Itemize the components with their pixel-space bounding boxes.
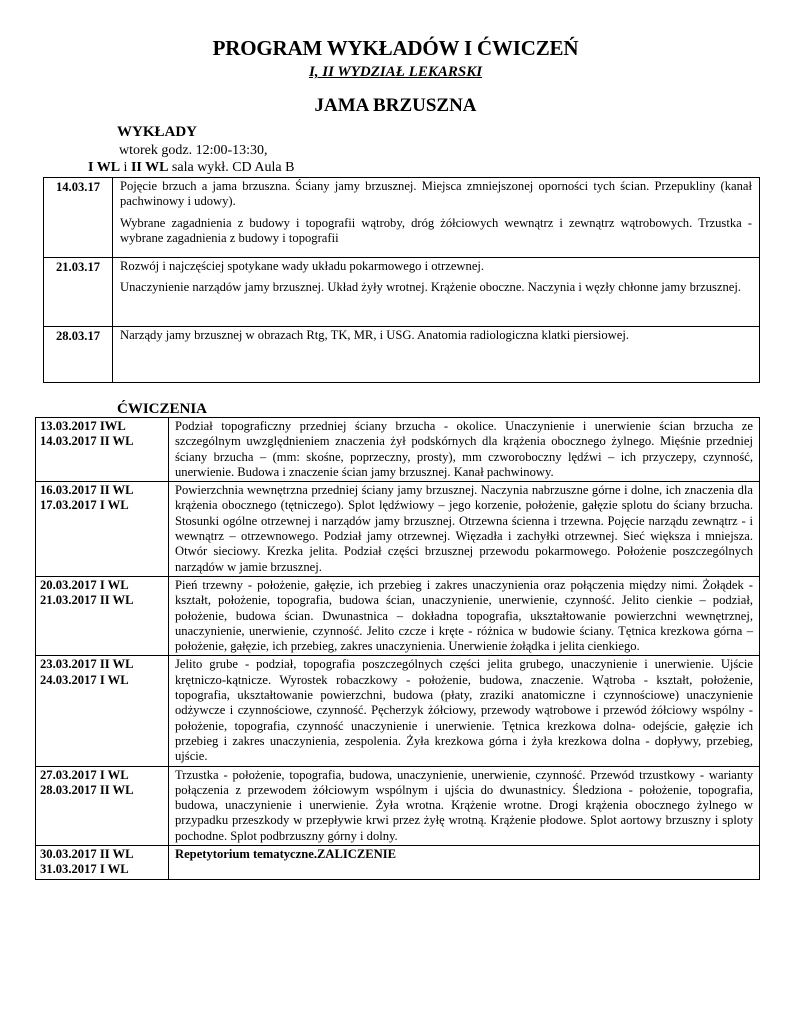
lecture-topic: Unaczynienie narządów jamy brzusznej. Układ żyły wrotnej. Krążenie oboczne. Naczynia i węzły chłonne jamy brzusznej. — [120, 280, 742, 295]
exercises-table — [35, 417, 760, 880]
table-row — [36, 846, 760, 880]
exercise-date: 23.03.2017 II WL — [40, 657, 134, 672]
lecture-topic: Pojęcie brzuch a jama brzuszna. Ściany jamy brzusznej. Miejsca zmniejszonej oporności tych ścian. Przepukliny (kanał pachwinowy i udowy). — [120, 179, 752, 209]
exercise-topics: Pień trzewny - położenie, gałęzie, ich przebieg i zakres unaczynienia oraz połączenia między nimi. Żołądek - kształt, położenie, topografia, budowa ścian, unaczynienie, unerwienie, czynność. Jelito cienkie – podział, położenie, budowa ścian. Dwunastnica – dokładna topografia, ukształtowanie powierzchni wewnętrznej, unaczynienie, unerwienie, czynność. Jelito czcze i kręte - różnica w budowie ściany. Tętnica krezkowa górna – położenie, gałęzie, ich przebieg, zakres unaczynienia. Unerwienie żołądka i jelita cienkiego. — [169, 576, 760, 655]
lectures-location — [88, 160, 294, 176]
exercise-date: 17.03.2017 I WL — [40, 498, 129, 513]
exercise-date: 13.03.2017 IWL — [40, 419, 126, 433]
exercise-date: 16.03.2017 II WL — [40, 483, 134, 498]
page-title: PROGRAM WYKŁADÓW I ĆWICZEŃ — [212, 36, 579, 60]
exercises-heading: ĆWICZENIA — [117, 401, 208, 417]
lecture-topic: Narządy jamy brzusznej w obrazach Rtg, TK, MR, i USG. Anatomia radiologiczna klatki piersiowej. — [120, 328, 629, 342]
exercise-date: 14.03.2017 II WL — [40, 434, 134, 449]
exercise-dates — [36, 766, 169, 845]
exercise-dates — [36, 846, 169, 880]
exercise-date: 27.03.2017 I WL — [40, 767, 129, 782]
exercise-dates — [36, 418, 169, 482]
table-row — [44, 258, 760, 327]
exercise-date: 21.03.2017 II WL — [40, 593, 134, 608]
lecture-topics — [113, 258, 760, 327]
section-title: JAMA BRZUSZNA — [314, 95, 477, 116]
lectures-heading: WYKŁADY — [117, 124, 198, 140]
lectures-time: wtorek godz. 12:00-13:30, — [119, 143, 268, 158]
lecture-topics — [113, 327, 760, 383]
group-joiner: i — [120, 160, 131, 175]
lecture-room: sala wykł. CD Aula B — [168, 160, 295, 175]
group-1: I WL — [88, 160, 121, 175]
exercise-date: 28.03.2017 II WL — [40, 782, 134, 797]
lecture-topic: Wybrane zagadnienia z budowy i topografii wątroby, dróg żółciowych wewnątrz i zewnątrz wątrobowych. Trzustka - wybrane zagadnienia z budowy i topografii — [120, 215, 752, 245]
exercise-date: 20.03.2017 I WL — [40, 577, 129, 592]
lecture-date: 28.03.17 — [44, 327, 113, 383]
table-row — [36, 576, 760, 655]
exercise-date: 24.03.2017 I WL — [40, 672, 129, 687]
lecture-date: 21.03.17 — [44, 258, 113, 327]
exercise-topics: Podział topograficzny przedniej ściany brzucha - okolice. Unaczynienie i unerwienie ścian brzucha ze szczególnym uwzględnieniem znaczenia żył podskórnych dla krążenia obocznego żylnego. Mięśnie przedniej ściany brzucha – (mm: skośne, poprzeczny, prosty), mm czworoboczny lędźwi – ich przyczepy, czynność, unerwienie. Budowa i znaczenie ścian jamy brzusznej. Kanał pachwinowy. — [169, 418, 760, 482]
table-row — [36, 656, 760, 766]
lecture-topics — [113, 178, 760, 258]
exercise-date: 31.03.2017 I WL — [40, 862, 129, 877]
table-row — [44, 327, 760, 383]
exercise-dates — [36, 656, 169, 766]
table-row — [36, 766, 760, 845]
table-row — [36, 482, 760, 577]
lectures-table — [43, 177, 760, 383]
exercise-dates — [36, 482, 169, 577]
exercise-topics: Trzustka - położenie, topografia, budowa, unaczynienie, unerwienie, czynność. Przewód trzustkowy - warianty połączenia z przewodem żółciowym wspólnym i ujścia do dwunastnicy. Śledziona - położenie, topografia, budowa, unaczynienie i unerwienie. Żyła wrotna. Krążenie wrotne. Drogi krążenia obocznego żylnego w przypadku przeszkody w przepływie krwi przez żyłę wrotną. Krążenie płodowe. Splot aortowy brzuszny i sploty pochodne. Splot podbrzuszny górny i dolny. — [169, 766, 760, 845]
group-2: II WL — [130, 160, 169, 175]
page-subtitle: I, II WYDZIAŁ LEKARSKI — [308, 64, 483, 80]
exercise-topics: Jelito grube - podział, topografia poszczególnych części jelita grubego, unaczynienie i unerwienie. Ujście krętniczo-kątnicze. Wyrostek robaczkowy - położenie, budowa, znaczenie. Wątroba - kształt, położenie, topografia, ukształtowanie powierzchni, budowa (płaty, zraziki anatomiczne i czynnościowe) unaczynienie odżywcze i czynnościowe, czynność. Pęcherzyk żółciowy, przewody wątrobowe i przewód żółciowy wspólny - położenie, topografia, czynność unaczynienie i unerwienie. Tętnica krezkowa dolna- odejście, gałęzie ich przebieg i zakres unaczynienia, zespolenia. Żyła krezkowa górna i żyła krezkowa dolna - dopływy, przebieg, ujście. — [169, 656, 760, 766]
exercise-dates — [36, 576, 169, 655]
exercise-date: 30.03.2017 II WL — [40, 847, 134, 862]
table-row — [44, 178, 760, 258]
lecture-topic: Rozwój i najczęściej spotykane wady układu pokarmowego i otrzewnej. — [120, 259, 485, 273]
lecture-date: 14.03.17 — [44, 178, 113, 258]
exercise-topics: Powierzchnia wewnętrzna przedniej ściany jamy brzusznej. Naczynia nabrzuszne górne i dolne, ich znaczenia dla krążenia obocznego (tętniczego). Splot lędźwiowy – jego korzenie, położenie, gałęzie splotu do ściany brzucha. Stosunki ogólne otrzewnej i narządów jamy brzusznej. Otrzewna ścienna i trzewna. Pojęcie narządu zewnątrz - i wewnątrz – otrzewnowego. Podział jamy otrzewnej. Więzadła i zachyłki otrzewnej. Sieć większa i mniejsza. Otwór sieciowy. Krezka jelita. Podział części brzusznej przewodu pokarmowego. Położenie poszczególnych narządów w jamie brzusznej. — [169, 482, 760, 577]
exercise-topics: Repetytorium tematyczne.ZALICZENIE — [169, 846, 760, 880]
table-row — [36, 418, 760, 482]
